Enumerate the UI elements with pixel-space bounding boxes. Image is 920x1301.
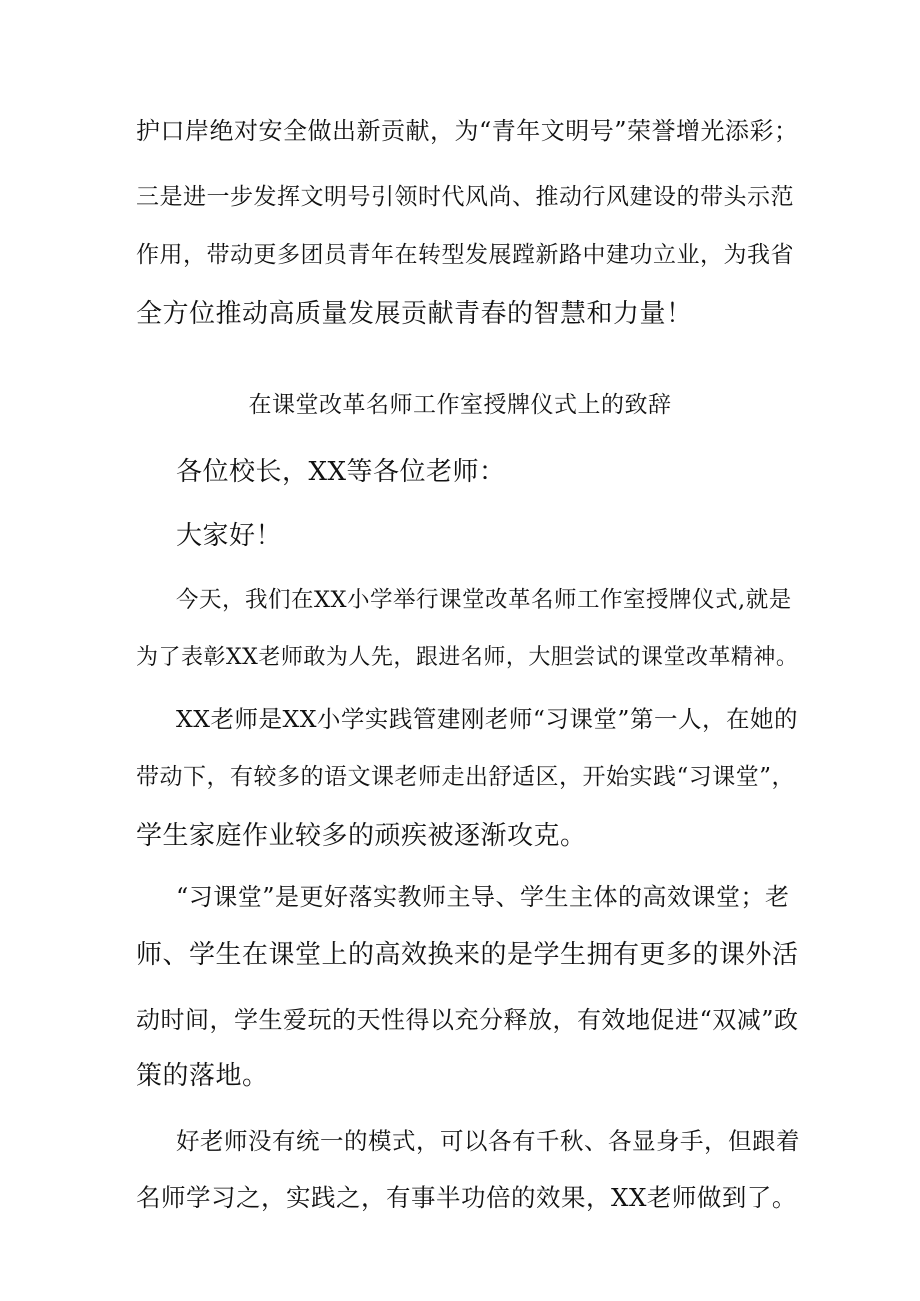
text-line: 为了表彰XX老师敢为人先，跟进名师，大胆尝试的课堂改革精神。 [136,645,799,670]
greeting: 大家好！ [176,521,283,551]
text-line: 作用，带动更多团员青年在转型发展蹚新路中建功立业，为我省 [136,242,794,268]
text-line: 全方位推动高质量发展贡献青春的智慧和力量！ [136,299,693,329]
text-line: 策的落地。 [136,1061,269,1091]
text-line: 师、学生在课堂上的高效换来的是学生拥有更多的课外活 [136,940,799,970]
speech-title: 在课堂改革名师工作室授牌仪式上的致辞 [248,392,672,418]
text-line: 学生家庭作业较多的顽疾被逐渐攻克。 [136,821,587,851]
salutation: 各位校长，XX等各位老师： [176,457,506,487]
text-line: 名师学习之，实践之，有事半功倍的效果，XX老师做到了。 [136,1183,797,1212]
text-line: 今天，我们在XX小学举行课堂改革名师工作室授牌仪式,就是 [176,587,792,613]
text-line: 带动下，有较多的语文课老师走出舒适区，开始实践“习课堂”， [136,764,796,790]
text-line: 动时间，学生爱玩的天性得以充分释放，有效地促进“双减”政 [136,1006,799,1034]
text-line: 护口岸绝对安全做出新贡献，为“青年文明号”荣誉增光添彩； [136,117,799,145]
text-line: XX老师是XX小学实践管建刚老师“习课堂”第一人，在她的 [176,705,798,733]
text-line: “习课堂”是更好落实教师主导、学生主体的高效课堂；老 [176,883,790,911]
text-line: 三是进一步发挥文明号引领时代风尚、推动行风建设的带头示范 [136,184,794,210]
text-line: 好老师没有统一的模式，可以各有千秋、各显身手，但跟着 [176,1127,800,1155]
